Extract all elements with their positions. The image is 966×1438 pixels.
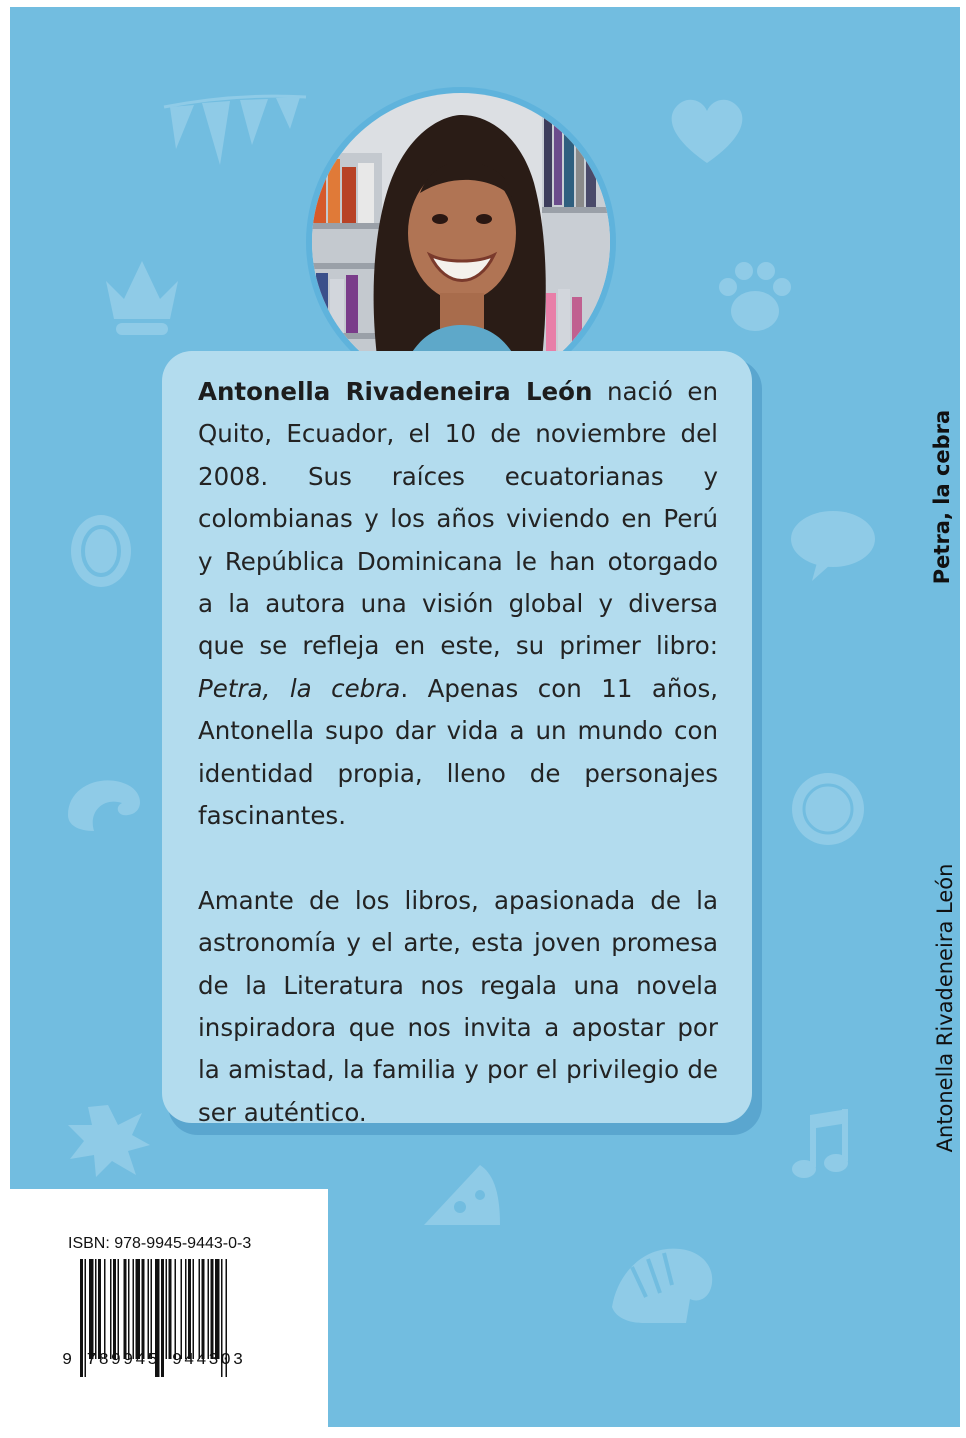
barcode-bar: [133, 1259, 135, 1359]
barcode-bar: [211, 1259, 214, 1359]
barcode-bar: [118, 1259, 120, 1359]
barcode-bar: [185, 1259, 187, 1359]
bio-text-1: nació en Quito, Ecuador, el 10 de noviembre del 2008. Sus raíces ecuatorianas y colombianas y los años viviendo en Perú y República Dominicana le han otorgado a la autora una visión global y diversa que se refleja en este, su primer libro:: [198, 377, 718, 661]
barcode-bar: [193, 1259, 195, 1359]
bio-author-name: Antonella Rivadeneira León: [198, 377, 593, 406]
barcode-bar: [104, 1259, 106, 1359]
barcode-bar: [136, 1259, 141, 1359]
bio-card: [162, 351, 752, 1127]
bio-text-2: . Apenas con 11 años, Antonella supo dar vida a un mundo con identidad propia, lleno de personajes fascinantes.: [198, 673, 718, 831]
author-bio: [198, 371, 718, 1134]
bottle-cap-icon: [788, 769, 868, 849]
barcode-bar: [142, 1259, 145, 1359]
barcode-bar: [215, 1259, 220, 1359]
isbn-barcode-box: [10, 1189, 328, 1427]
heart-bubble-icon: [662, 91, 752, 171]
barcode-bar: [202, 1259, 205, 1359]
crown-icon: [98, 251, 186, 341]
barcode-bar: [188, 1259, 191, 1359]
spine-title: Petra, la cebra: [930, 409, 954, 585]
barcode-bar: [98, 1259, 101, 1359]
barcode-bar: [151, 1259, 153, 1359]
coin-icon: [66, 511, 136, 591]
bunting-flags-icon: [160, 89, 310, 169]
pizza-slice-icon: [416, 1159, 502, 1231]
spine-author: Antonella Rivadeneira León: [933, 863, 957, 1153]
barcode-bar: [148, 1259, 150, 1359]
burst-icon: [66, 1103, 150, 1177]
barcode-bar: [199, 1259, 201, 1359]
barcode-bar: [208, 1259, 210, 1359]
barcode-bar: [128, 1259, 130, 1359]
barcode-digits: 9 789945 944303: [62, 1351, 246, 1370]
wave-icon: [64, 771, 148, 841]
barcode-bar: [110, 1259, 112, 1359]
bio-book-title: Petra, la cebra: [198, 673, 401, 703]
bio-paragraph-1: [198, 371, 718, 837]
speech-bubble-icon: [788, 507, 878, 583]
barcode-bar: [181, 1259, 183, 1359]
barcode-bar: [89, 1259, 94, 1359]
book-back-cover: [10, 7, 960, 1427]
isbn-label: ISBN: 978-9945-9443-0-3: [68, 1235, 252, 1252]
barcode-bar: [166, 1259, 168, 1359]
paw-print-icon: [710, 251, 800, 341]
bio-paragraph-2: Amante de los libros, apasionada de la astronomía y el arte, esta joven promesa de la Literatura nos regala una novela inspiradora que nos invita a apostar por la amistad, la familia y por el privilegio de ser auténtico.: [198, 885, 718, 1127]
music-notes-icon: [782, 1105, 862, 1185]
barcode-bar: [95, 1259, 97, 1359]
barcode-bar: [169, 1259, 172, 1359]
zebra-head-icon: [602, 1237, 720, 1329]
barcode-bar: [175, 1259, 177, 1359]
barcode-bar: [124, 1259, 127, 1359]
barcode-bar: [113, 1259, 116, 1359]
